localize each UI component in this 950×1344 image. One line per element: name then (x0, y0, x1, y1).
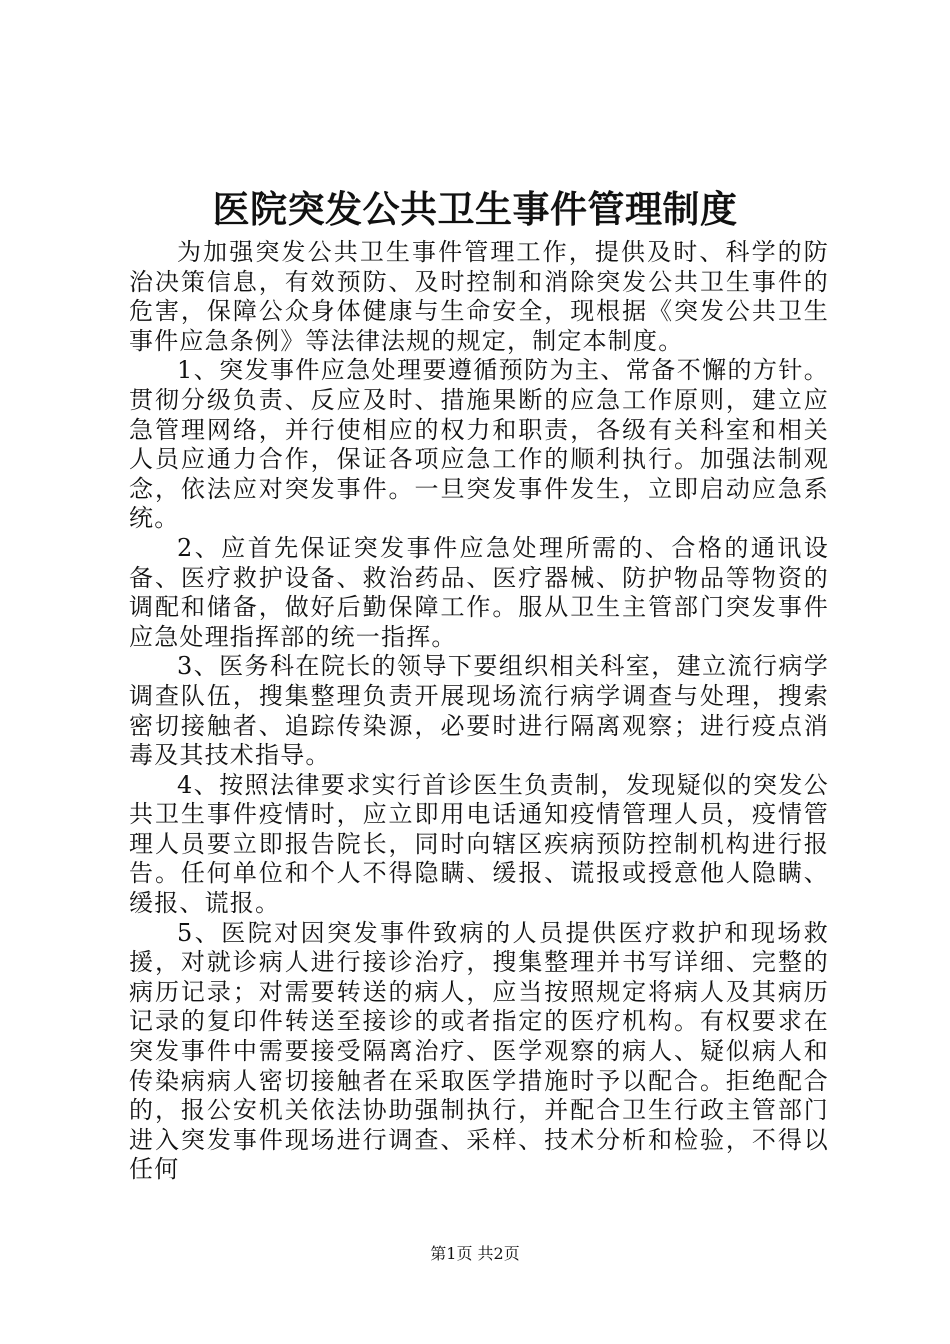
clause-3-paragraph: 3、医务科在院长的领导下要组织相关科室，建立流行病学调查队伍，搜集整理负责开展现场流行病学调查与处理，搜索密切接触者、追踪传染源，必要时进行隔离观察；进行疫点消毒及其技术指导。 (129, 652, 829, 770)
clause-4-paragraph: 4、按照法律要求实行首诊医生负责制，发现疑似的突发公共卫生事件疫情时，应立即用电话通知疫情管理人员，疫情管理人员要立即报告院长，同时向辖区疾病预防控制机构进行报告。任何单位和个人不得隐瞒、缓报、谎报或授意他人隐瞒、缓报、谎报。 (129, 770, 829, 918)
page-footer: 第1页 共2页 (430, 1244, 520, 1263)
document-body (129, 238, 829, 1185)
intro-paragraph: 为加强突发公共卫生事件管理工作，提供及时、科学的防治决策信息，有效预防、及时控制和消除突发公共卫生事件的危害，保障公众身体健康与生命安全，现根据《突发公共卫生事件应急条例》等法律法规的规定，制定本制度。 (129, 238, 829, 355)
clause-5-paragraph: 5、医院对因突发事件致病的人员提供医疗救护和现场救援，对就诊病人进行接诊治疗，搜集整理并书写详细、完整的病历记录；对需要转送的病人，应当按照规定将病人及其病历记录的复印件转送至接诊的或者指定的医疗机构。有权要求在突发事件中需要接受隔离治疗、医学观察的病人、疑似病人和传染病病人密切接触者在采取医学措施时予以配合。拒绝配合的，报公安机关依法协助强制执行，并配合卫生行政主管部门进入突发事件现场进行调查、采样、技术分析和检验，不得以任何 (129, 918, 829, 1184)
clause-2-paragraph: 2、应首先保证突发事件应急处理所需的、合格的通讯设备、医疗救护设备、救治药品、医疗器械、防护物品等物资的调配和储备，做好后勤保障工作。服从卫生主管部门突发事件应急处理指挥部的统一指挥。 (129, 533, 829, 651)
document-title: 医院突发公共卫生事件管理制度 (212, 187, 738, 231)
clause-1-paragraph: 1、突发事件应急处理要遵循预防为主、常备不懈的方针。贯彻分级负责、反应及时、措施果断的应急工作原则，建立应急管理网络，并行使相应的权力和职责，各级有关科室和相关人员应通力合作，保证各项应急工作的顺利执行。加强法制观念，依法应对突发事件。一旦突发事件发生，立即启动应急系统。 (129, 356, 829, 533)
